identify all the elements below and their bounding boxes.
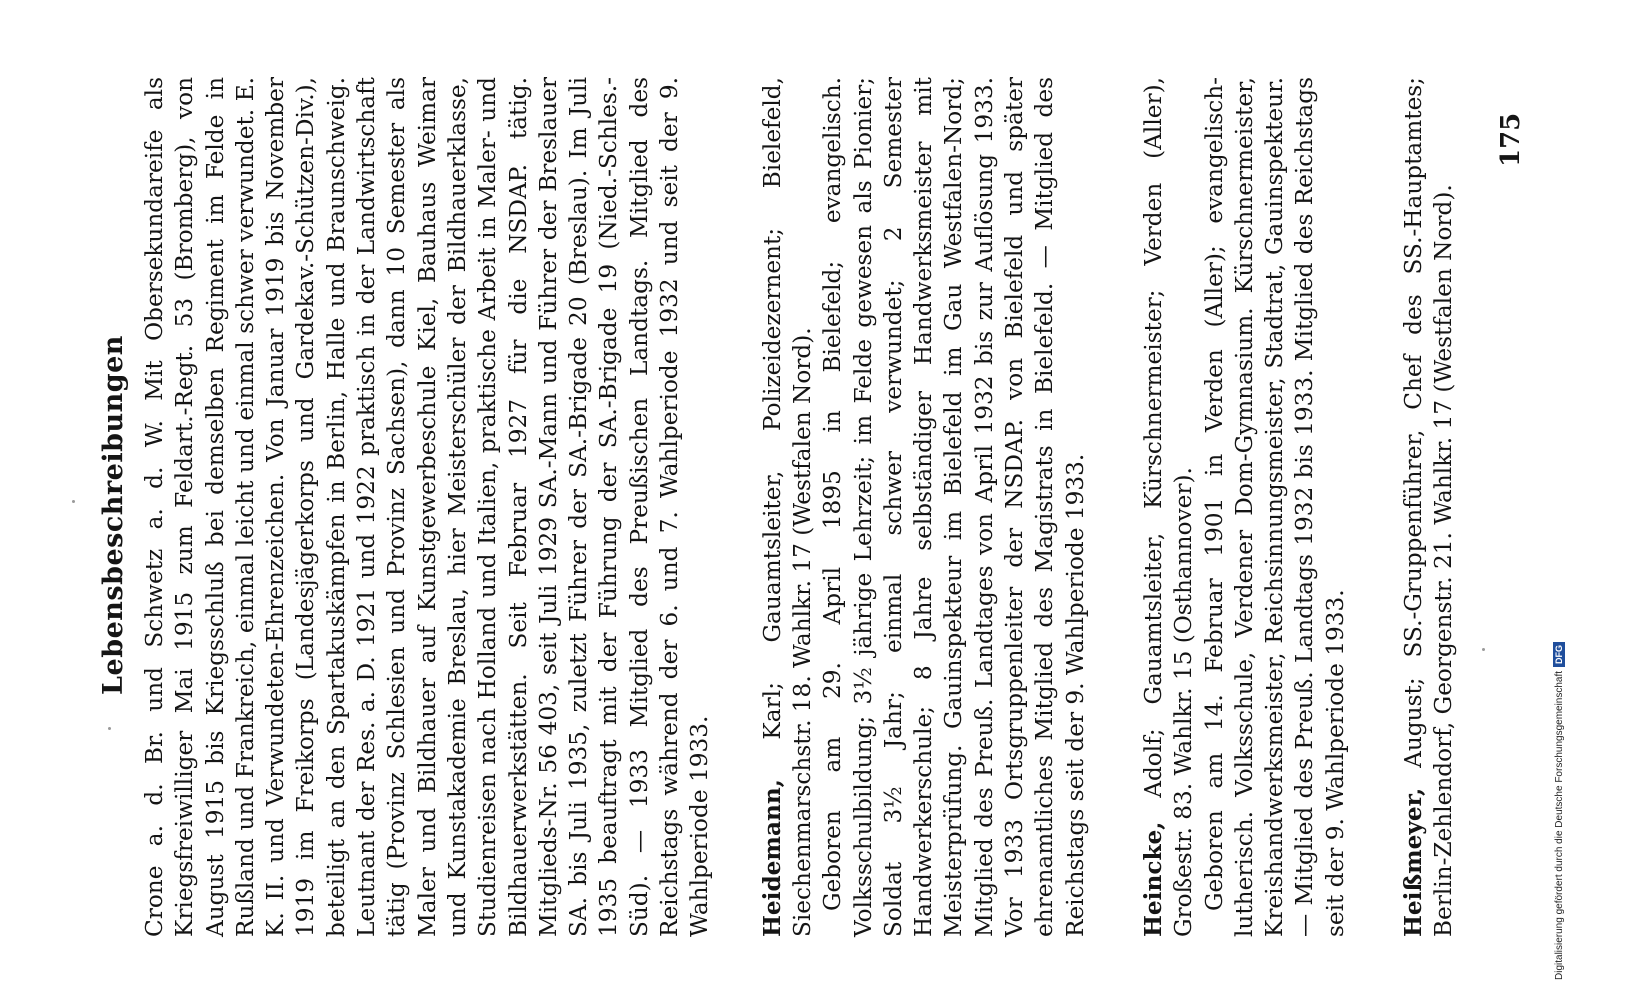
scan-speck — [72, 500, 75, 503]
scan-speck — [1482, 648, 1485, 651]
running-head: Lebensbeschreibungen — [98, 335, 129, 695]
entry-body: Crone a. d. Br. und Schwetz a. d. W. Mit Obersekundareife als Kriegsfreiwilliger Mai 1915 zum Feldart.-Regt. 53 (Bromberg), von August 1915 bis Kriegsschluß bei demselben Regiment im Felde in Rußland und Frankreich, einmal leicht und einmal schwer verwundet. E. K. II. und Verwundeten-Ehrenzeichen. Von Januar 1919 bis November 1919 im Freikorps (Landesjägerkorps und Gardekav.-Schützen-Div.), beteiligt an den Spartakuskämpfen in Berlin, Halle und Braunschweig. Leutnant der Res. a. D. 1921 und 1922 praktisch in der Landwirtschaft tätig (Provinz Schlesien und Provinz Sachsen), dann 10 Semester als Maler und Bildhauer auf Kunstgewerbeschule Kiel, Bauhaus Weimar und Kunstakademie Breslau, hier Meisterschüler der Bildhauerklasse, Studienreisen nach Holland und Italien, praktische Arbeit in Maler- und Bildhauerwerkstätten. Seit Februar 1927 für die NSDAP. tätig. Mitglieds-Nr. 56 403, seit Juli 1929 SA.-Mann und Führer der Breslauer SA. bis Juli 1935, zuletzt Führer der SA.-Brigade 20 (Breslau). Im Juli 1935 beauftragt mit der Führung der SA.-Brigade 19 (Nied.-Schles.-Süd). — 1933 Mitglied des Preußischen Landtags. Mitglied des Reichstags während der 6. und 7. Wahlperiode 1932 und seit der 9. Wahlperiode 1933. — [141, 77, 714, 937]
biography-entry-heidemann — [758, 77, 1091, 937]
entry-header — [758, 77, 819, 937]
entry-body: Geboren am 14. Februar 1901 in Verden (Aller); evangelisch-lutherisch. Volksschule, Verdener Dom-Gymnasium. Kürschnermeister, Kreishandwerksmeister, Reichsinnungsmeister, Stadtrat, Gauinspekteur. — Mitglied des Preuß. Landtags 1932 bis 1933. Mitglied des Reichstags seit der 9. Wahlperiode 1933. — [1200, 77, 1349, 937]
entry-name: Heidemann, — [758, 779, 786, 937]
digitization-credit — [1553, 20, 1567, 1000]
entry-name: Heißmeyer, — [1399, 787, 1427, 937]
biography-entry-heincke — [1139, 77, 1351, 937]
rotated-book-page — [0, 15, 1600, 995]
entry-header-text: Karl; Gauamtsleiter, Polizeidezernent; Bielefeld, Siechenmarschstr. 18. Wahlkr. 17 (Westfalen Nord). — [758, 77, 816, 937]
entry-header — [1399, 77, 1460, 937]
entry-body: Geboren am 29. April 1895 in Bielefeld; evangelisch. Volksschulbildung; 3½ jährige Lehrzeit; im Felde gewesen als Pionier; Soldat 3½ Jahr; einmal schwer verwundet; 2 Semester Handwerkerschule; 8 Jahre selbständiger Handwerksmeister mit Meisterprüfung. Gauinspekteur im Bielefeld im Gau Westfalen-Nord; Mitglied des Preuß. Landtages von April 1932 bis zur Auflösung 1933. Vor 1933 Ortsgruppenleiter der NSDAP. von Bielefeld und später ehrenamtliches Mitglied des Magistrats in Bielefeld. — Mitglied des Reichstags seit der 9. Wahlperiode 1933. — [819, 77, 1089, 937]
credit-text: Digitalisierung gefördert durch die Deutsche Forschungsgemeinschaft — [1554, 670, 1565, 980]
entry-header-text: August; SS.-Gruppenführer, Chef des SS.-Hauptamtes; Berlin-Zehlendorf, Georgenstr. 21. Wahlkr. 17 (Westfalen Nord). — [1399, 77, 1458, 937]
entry-header — [1139, 77, 1200, 937]
text-column — [140, 77, 1508, 937]
entry-header-text: Adolf; Gauamtsleiter, Kürschnermeister; Verden (Aller), Großestr. 83. Wahlkr. 15 (Osthannover). — [1139, 77, 1198, 937]
entry-name: Heincke, — [1139, 821, 1167, 937]
biography-entry-heissmeyer — [1399, 77, 1460, 937]
dfg-logo: DFG — [1553, 642, 1565, 667]
biography-entry-continued — [140, 77, 716, 937]
page-number: 175 — [1496, 112, 1526, 167]
scan-speck — [108, 727, 111, 730]
